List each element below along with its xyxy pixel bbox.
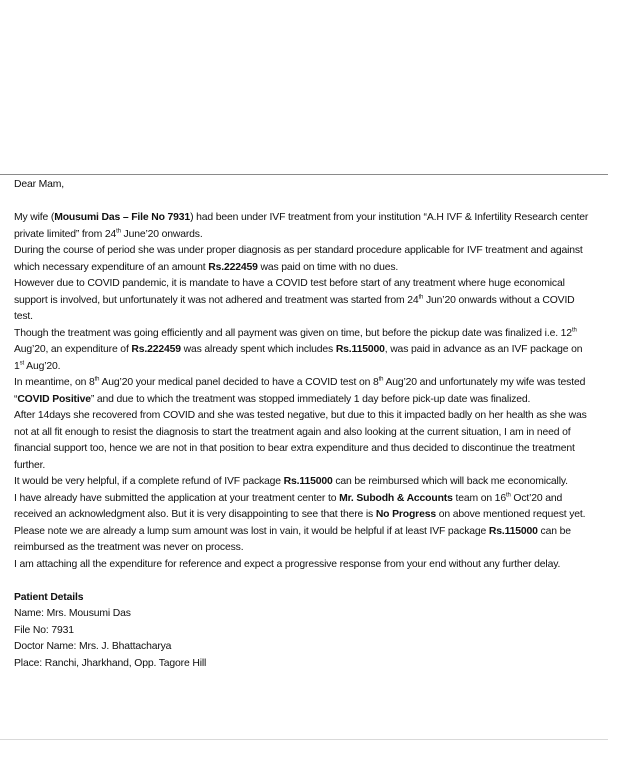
progress-status: No Progress [375,509,436,520]
paragraph-lump-sum: Please note we are already a lump sum amount was lost in vain, it would be helpful if at least IVF package Rs.115000 can be reimbursed as the treatment was never on process. [14,525,571,553]
paragraph-refund-request: It would be very helpful, if a complete refund of IVF package Rs.115000 can be reimbursed which will back me economically. [14,476,568,487]
amount-total: Rs.222459 [131,344,181,355]
paragraph-covid-test: In meantime, on 8th Aug’20 your medical panel decided to have a COVID test on 8th Aug’20 and unfortunately my wife was tested “COVID Positive” and due to which the treatment was stopped immediately 1 day before pick-up date was finalized. [14,376,586,405]
doctor-name: Doctor Name: Mrs. J. Bhattacharya [14,641,172,652]
patient-place: Place: Ranchi, Jharkhand, Opp. Tagore Hill [14,657,207,669]
patient-name-file: Mousumi Das – File No 7931 [54,212,191,223]
paragraph-treatment-intro: My wife (Mousumi Das – File No 7931) had been under IVF treatment from your institution “A.H IVF & Infertility Research center private limited” from 24th June’20 onwards. [14,212,589,240]
amount-total: Rs.222459 [208,261,258,273]
footer-divider [0,739,608,740]
paragraph-recovery: After 14days she recovered from COVID and she was tested negative, but due to this it impacted badly on her health as she was not at all fit enough to resist the diagnosis to start the treatment again and also looking at the current situation, I am in need of financial support too, hence we are not in that position to bear extra expenditure and thus decided to discontinue the treatment further. [14,410,587,471]
header-divider [0,174,608,175]
covid-status: COVID Positive [17,393,91,405]
patient-details-heading: Patient Details [14,591,84,603]
paragraph-attachment: I am attaching all the expenditure for reference and expect a progressive response from your end without any further delay. [14,558,561,570]
paragraph-application: I have already have submitted the application at your treatment center to Mr. Subodh & Accounts team on 16th Oct’20 and received an acknowledgment also. But it is very disappointing to see that there is No Progress on above mentioned request yet. [14,492,586,520]
paragraph-covid-mandate: However due to COVID pandemic, it is mandate to have a COVID test before start of any treatment where huge economical support is involved, but unfortunately it was not adhered and treatment was started from 24th Jun’20 onwards without a COVID test. [14,278,575,322]
amount-package: Rs.115000 [283,476,333,487]
greeting: Dear Mam, [14,179,65,190]
patient-file-number: File No: 7931 [14,624,74,636]
letter-body [14,177,594,672]
blank-line [14,194,594,211]
amount-package: Rs.115000 [335,344,385,355]
blank-line [14,573,594,590]
amount-package: Rs.115000 [488,525,538,537]
paragraph-expenditure: Though the treatment was going efficiently and all payment was given on time, but before the pickup date was finalized i.e. 12th Aug’20, an expenditure of Rs.222459 was already spent which includes Rs.115000, was paid in advance as an IVF package on 1st Aug’20. [14,327,583,372]
contact-person: Mr. Subodh & Accounts [339,492,453,504]
paragraph-diagnosis: During the course of period she was under proper diagnosis as per standard procedure applicable for IVF treatment and against which necessary expenditure of an amount Rs.222459 was paid on time with no dues. [14,245,583,273]
patient-name: Name: Mrs. Mousumi Das [14,608,131,619]
